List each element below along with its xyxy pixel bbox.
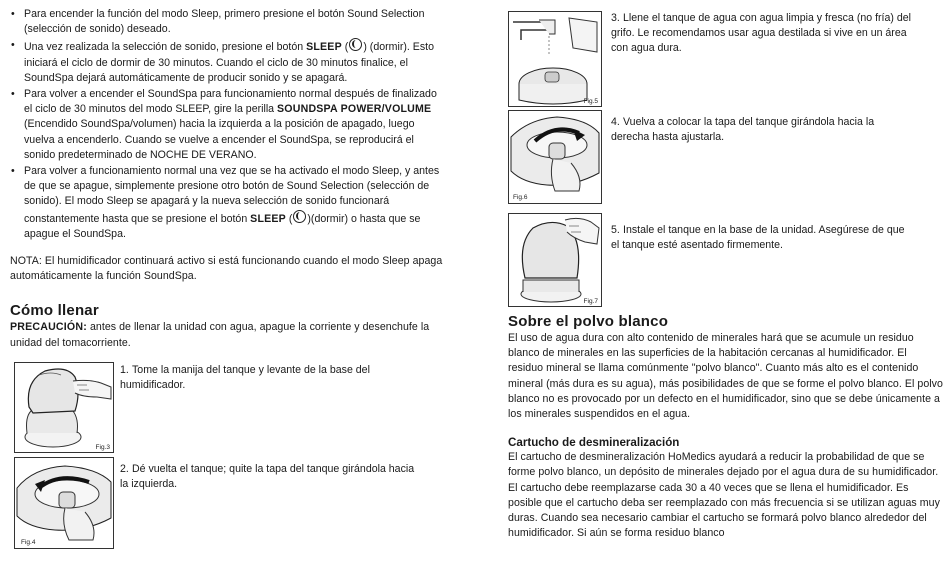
figure-6-replace-cap [508, 110, 602, 204]
caution-paragraph [10, 320, 448, 350]
step-1-text: 1. Tome la manija del tanque y levante de la base del humidificador. [120, 364, 370, 392]
instruction-text: ( [285, 212, 293, 225]
right-column-text [508, 313, 944, 541]
step-2-text: 2. Dé vuelta el tanque; quite la tapa del tanque girándola hacia la izquierda. [120, 463, 415, 491]
figure-7-label: Fig.7 [583, 298, 598, 305]
instruction-text: Una vez realizada la selección de sonido, presione el botón [24, 41, 307, 54]
figure-6-label: Fig.6 [513, 194, 528, 201]
fill-tank-illustration [509, 12, 601, 106]
step-5-text: 5. Instale el tanque en la base de la unidad. Asegúrese de que el tanque esté asentado firmemente. [611, 224, 905, 252]
step-3-text: 3. Llene el tanque de agua con agua limpia y fresca (no fría) del grifo. Le recomendamos usar agua destilada si vive en un área con agua dura. [611, 12, 911, 55]
instruction-text: ) (dormir). Esto iniciará el ciclo de dormir de 30 minutos. Cuando el ciclo de 30 minutos finalice, el SoundSpa dejará automáticamente de producir sonido y se apagará. [24, 41, 434, 84]
moon-icon [349, 38, 362, 51]
cartucho-title: Cartucho de desmineralización [508, 436, 680, 450]
figure-5-fill-tank [508, 11, 602, 107]
sleep-instruction-item [10, 38, 448, 86]
button-name: SLEEP [250, 212, 286, 225]
instruction-text: Para encender la función del modo Sleep, primero presione el botón Sound Selection (selección de sonido) deseado. [24, 8, 425, 36]
sleep-instruction-item [10, 87, 448, 163]
lift-tank-illustration [15, 363, 113, 452]
figure-3-lift-tank [14, 362, 114, 453]
instruction-text: Para volver a funcionamiento normal una vez que se ha activado el modo Sleep, y antes de que se apague, simplemente presione otro botón de Sound Selection (selección de sonido). El modo Sleep se apagará y la nueva selección de sonido funcionará constantemente hasta que se presione el botón [24, 165, 440, 225]
caution-label: PRECAUCIÓN: [10, 321, 87, 334]
left-column [10, 0, 448, 351]
polvo-blanco-text: El uso de agua dura con alto contenido de minerales hará que se acumule un residuo blanco de minerales en las superficies de la habitación cercanas al humidificador. El residuo mineral se llama comúnmente "polvo blanco". Cuanto más alto es el contenido mineral (más dura es su agua), más posibilidades de que se forme el polvo blanco. El polvo blanco no es provocado por un defecto en el humidificador, sino que se debe únicamente a los minerales suspendidos en el agua. [508, 332, 943, 421]
replace-cap-illustration [509, 111, 601, 203]
sleep-mode-instructions [10, 7, 448, 242]
polvo-blanco-title: Sobre el polvo blanco [508, 313, 669, 330]
fill-section-title: Cómo llenar [10, 302, 99, 320]
install-tank-illustration [509, 214, 601, 306]
remove-cap-illustration [15, 458, 113, 548]
figure-5-label: Fig.5 [583, 98, 598, 105]
figure-7-install-tank [508, 213, 602, 307]
instruction-text: ( [341, 41, 349, 54]
figure-4-remove-cap [14, 457, 114, 549]
instruction-text: (Encendido SoundSpa/volumen) hacia la izquierda a la posición de apagado, luego vuelva a encenderlo. Cuando se vuelve a encender el SoundSpa, se reproducirá el sonido predeterminado de NOCHE DE VERANO. [24, 118, 415, 161]
instruction-text: Para volver a encender el SoundSpa para funcionamiento normal después de finalizado el ciclo de 30 minutos del modo SLEEP, gire la perilla [24, 88, 437, 116]
figure-3-label: Fig.3 [95, 444, 110, 451]
caution-text: antes de llenar la unidad con agua, apague la corriente y desenchufe la unidad del tomacorriente. [10, 321, 430, 349]
figure-4-label: Fig.4 [21, 539, 36, 546]
sleep-instruction-item [10, 164, 448, 242]
moon-icon [293, 210, 306, 223]
instruction-text: )(dormir) o hasta que se apague el SoundSpa. [24, 212, 421, 240]
button-name: SOUNDSPA POWER/VOLUME [277, 103, 432, 116]
step-4-text: 4. Vuelva a colocar la tapa del tanque girándola hacia la derecha hasta ajustarla. [611, 116, 875, 144]
button-name: SLEEP [306, 41, 342, 54]
sleep-instruction-item [10, 7, 448, 37]
cartucho-text: El cartucho de desmineralización HoMedics ayudará a reducir la probabilidad de que se forme polvo blanco, un depósito de minerales dejado por el agua dura de su humidificador. El cartucho debe reemplazarse cada 30 a 40 veces que se llena el humidificador. Es posible que el cartucho deba ser reemplazado con más frecuencia si se utilizan aguas muy duras. Cuando sea necesario cambiar el cartucho se formará polvo blanco alrededor del humidificador. Si aún se forma residuo blanco [508, 451, 940, 540]
humidifier-note: NOTA: El humidificador continuará activo si está funcionando cuando el modo Sleep apaga automáticamente la función SoundSpa. [10, 255, 443, 283]
